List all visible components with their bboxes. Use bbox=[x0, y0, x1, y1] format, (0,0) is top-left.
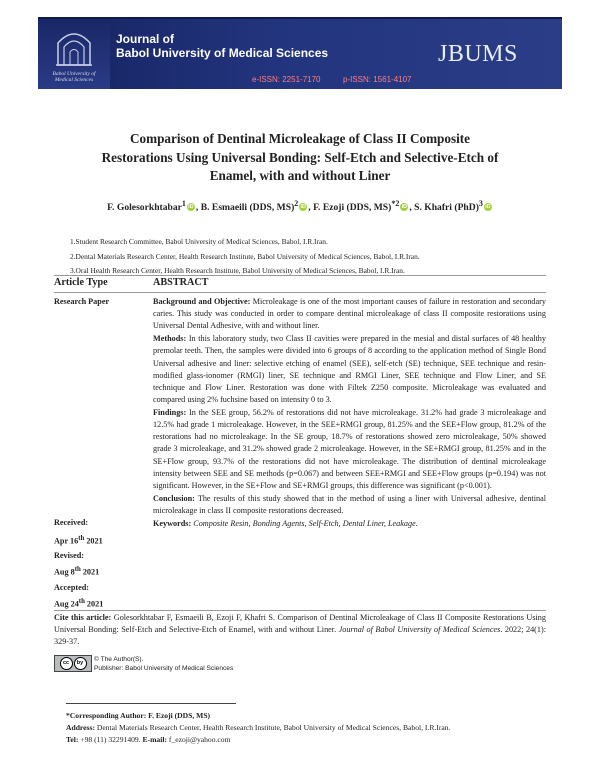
conclusion-label: Conclusion: bbox=[153, 493, 195, 503]
logo-caption bbox=[40, 71, 108, 83]
article-type-header: Article Type bbox=[54, 277, 108, 288]
journal-name bbox=[116, 32, 328, 60]
citation-journal: Journal of Babol University of Medical Sciences bbox=[338, 625, 501, 635]
journal-name-line1: Journal of bbox=[116, 32, 175, 46]
received-date-text: Apr 16 bbox=[54, 536, 79, 546]
affiliation-2: 2.Dental Materials Research Center, Health Research Institute, Babol University of Medical Sciences, Babol, I.R.Iran. bbox=[70, 252, 420, 261]
accepted-date-sup: th bbox=[78, 598, 85, 605]
cc-by-badge[interactable] bbox=[54, 655, 92, 672]
citation-tail: . 2022; 24(1): 329-37. bbox=[54, 625, 546, 647]
keywords-label: Keywords: bbox=[153, 518, 192, 528]
revised-date-sup: th bbox=[74, 566, 81, 573]
orcid-icon[interactable]: iD bbox=[485, 204, 491, 211]
affiliation-3: 3.Oral Health Research Center, Health Research Institute, Babol University of Medical Sciences, Babol, I.R.Iran. bbox=[70, 266, 405, 275]
license-line2: Publisher: Babol University of Medical Sciences bbox=[94, 664, 234, 672]
email-label: E-mail: bbox=[142, 735, 167, 744]
tel-label: Tel: bbox=[66, 735, 79, 744]
received-label: Received: bbox=[54, 518, 89, 527]
citation-label: Cite this article: bbox=[54, 613, 112, 622]
author-affiliation-sup: *2 bbox=[391, 199, 400, 208]
article-title bbox=[50, 130, 550, 186]
received-date-sup: th bbox=[78, 535, 85, 542]
methods-label: Methods: bbox=[153, 334, 187, 344]
abstract-keywords bbox=[153, 518, 546, 530]
keywords-text: Composite Resin, Bonding Agents, Self-Etch, Dental Liner, Leakage. bbox=[191, 518, 418, 528]
revised-label: Revised: bbox=[54, 551, 85, 560]
orcid-icon[interactable]: iD bbox=[188, 204, 194, 211]
abstract-body bbox=[153, 296, 546, 530]
received-year: 2021 bbox=[84, 536, 103, 546]
title-line2: Restorations Using Universal Bonding: Self-Etch and Selective-Etch of bbox=[101, 149, 499, 165]
abstract-header: ABSTRACT bbox=[153, 277, 209, 288]
address-text: Dental Materials Research Center, Health Research Institute, Babol University of Medical Sciences, Babol, I.R.Iran. bbox=[94, 723, 451, 732]
affiliation-1: 1.Student Research Committee, Babol University of Medical Sciences, Babol, I.R.Iran. bbox=[70, 237, 328, 246]
abstract-background bbox=[153, 296, 546, 333]
corresponding-address bbox=[66, 723, 450, 732]
author-affiliation-sup: 2 bbox=[294, 199, 299, 208]
divider-top bbox=[54, 275, 546, 276]
accepted-date-text: Aug 24 bbox=[54, 599, 79, 609]
orcid-icon[interactable]: iD bbox=[401, 204, 408, 211]
footnote-divider bbox=[66, 703, 236, 704]
eissn: e-ISSN: 2251-7170 bbox=[252, 75, 321, 84]
abstract-methods bbox=[153, 333, 546, 406]
by-icon: by bbox=[74, 657, 87, 670]
citation-text: Golesorkhtabar F, Esmaeili B, Ezoji F, Khafri S. Comparison of Dentinal Microleakage of Class II Composite Restorations Using Universal Bonding: Self-Etch and Selective-Etch of Enamel, with and without Liner. bbox=[54, 613, 546, 635]
license-line1: © The Author(S). bbox=[94, 656, 144, 663]
title-line3: Enamel, with and without Liner bbox=[209, 168, 391, 183]
revised-year: 2021 bbox=[80, 567, 100, 577]
corresponding-contact bbox=[66, 735, 231, 744]
journal-abbreviation: JBUMS bbox=[438, 41, 518, 67]
author-affiliation-sup: 1 bbox=[181, 199, 186, 208]
abstract-findings bbox=[153, 407, 546, 492]
revised-date-text: Aug 8 bbox=[54, 567, 75, 577]
license-text bbox=[94, 656, 233, 673]
corresponding-author bbox=[66, 711, 210, 720]
findings-text: In the SEE group, 56.2% of restorations did not have microleakage. 31.2% had grade 3 microleakage and 12.5% had grade 1 microleakage. However, in the SEE+RMGI group, 81.25% and the SEE+Flow group, 81.2% of the restorations had no microleakage. In the SE group, 18.7% of restorations showed zero microleakage, 50% showed grade 3 microleakage, and 31.2% showed grade 2 microleakage. However, in the SE+RMGI group, 81.25% and in the SE+Flow group, 93.7% of the restorations did not have microleakage. The distribution of dentinal microleakage intensity between SEE and SE methods (p=0.067) and between SEE+RMGI and SEE+Flow groups (p=0.194) was not significant. However, in the SE+Flow and SE+RMGI groups, this difference was significant (p<0.001). bbox=[153, 407, 546, 491]
cc-icon: cc bbox=[60, 657, 73, 670]
article-type-value: Research Paper bbox=[54, 297, 110, 306]
university-logo bbox=[38, 19, 110, 89]
abstract-conclusion bbox=[153, 493, 546, 517]
background-label: Background and Objective: bbox=[153, 297, 251, 306]
citation-block bbox=[54, 612, 546, 649]
methods-text: In this laboratory study, two Class II cavities were prepared in the mesial and distal surfaces of 48 healthy premolar teeth. Then, the samples were divided into 6 groups of 8 according to the application method of Single Bond Universal adhesive and liner: selective etching of enamel (SEE), self-etch (SE) technique, SEE technique and resin-modified glass-ionomer (RMGI) liner, SE technique and RMGI Liner, SEE technique and Flow Liner, and SE technique and Flow Liner. Restoration was done with Filtek Z250 composite. Microleakage was evaluated and compared using 2% fuchsine based on intensity 0 to 3. bbox=[153, 334, 546, 405]
accepted-year: 2021 bbox=[84, 599, 104, 609]
revised-date bbox=[54, 566, 99, 577]
orcid-icon[interactable]: iD bbox=[300, 204, 307, 211]
pissn: p-ISSN: 1561-4107 bbox=[343, 75, 412, 84]
email-link[interactable]: f_ezoji@yahoo.com bbox=[166, 735, 231, 744]
tel-text: +98 (11) 32291409. bbox=[78, 735, 143, 744]
university-emblem-icon bbox=[54, 25, 94, 69]
divider-header bbox=[54, 292, 546, 293]
logo-caption-line1: Babol University of bbox=[52, 71, 96, 77]
author-name: , F. Ezoji (DDS, MS) bbox=[308, 202, 392, 214]
background-text: Microleakage is one of the most important causes of failure in restoration and secondary caries. This study was conducted in order to compare dentinal microleakage of class II composite restorations using Universal Dental Adhesive, with and without liner. bbox=[153, 297, 546, 331]
received-date bbox=[54, 535, 103, 546]
author-name: , S. Khafri (PhD) bbox=[409, 202, 479, 214]
logo-caption-line2: Medical Sciences bbox=[54, 77, 94, 83]
author-name: F. Golesorkhtabar bbox=[107, 202, 182, 214]
findings-label: Findings: bbox=[153, 407, 187, 417]
author-list bbox=[40, 199, 560, 213]
title-line1: Comparison of Dentinal Microleakage of Class II Composite bbox=[129, 131, 471, 146]
author-name: , B. Esmaeili (DDS, MS) bbox=[195, 202, 295, 214]
conclusion-text: The results of this study showed that in the method of using a liner with Universal adhesive, dentinal microleakage in class II composite restorations decreased. bbox=[153, 493, 546, 515]
author-affiliation-sup: 3 bbox=[478, 199, 483, 208]
accepted-date bbox=[54, 598, 103, 609]
divider-bottom bbox=[54, 610, 546, 611]
address-label: Address: bbox=[66, 723, 95, 732]
journal-name-line2: Babol University of Medical Sciences bbox=[116, 46, 329, 60]
corresponding-author-label: *Corresponding Author: F. Ezoji (DDS, MS) bbox=[66, 711, 211, 720]
journal-banner bbox=[38, 17, 562, 89]
accepted-label: Accepted: bbox=[54, 583, 90, 592]
